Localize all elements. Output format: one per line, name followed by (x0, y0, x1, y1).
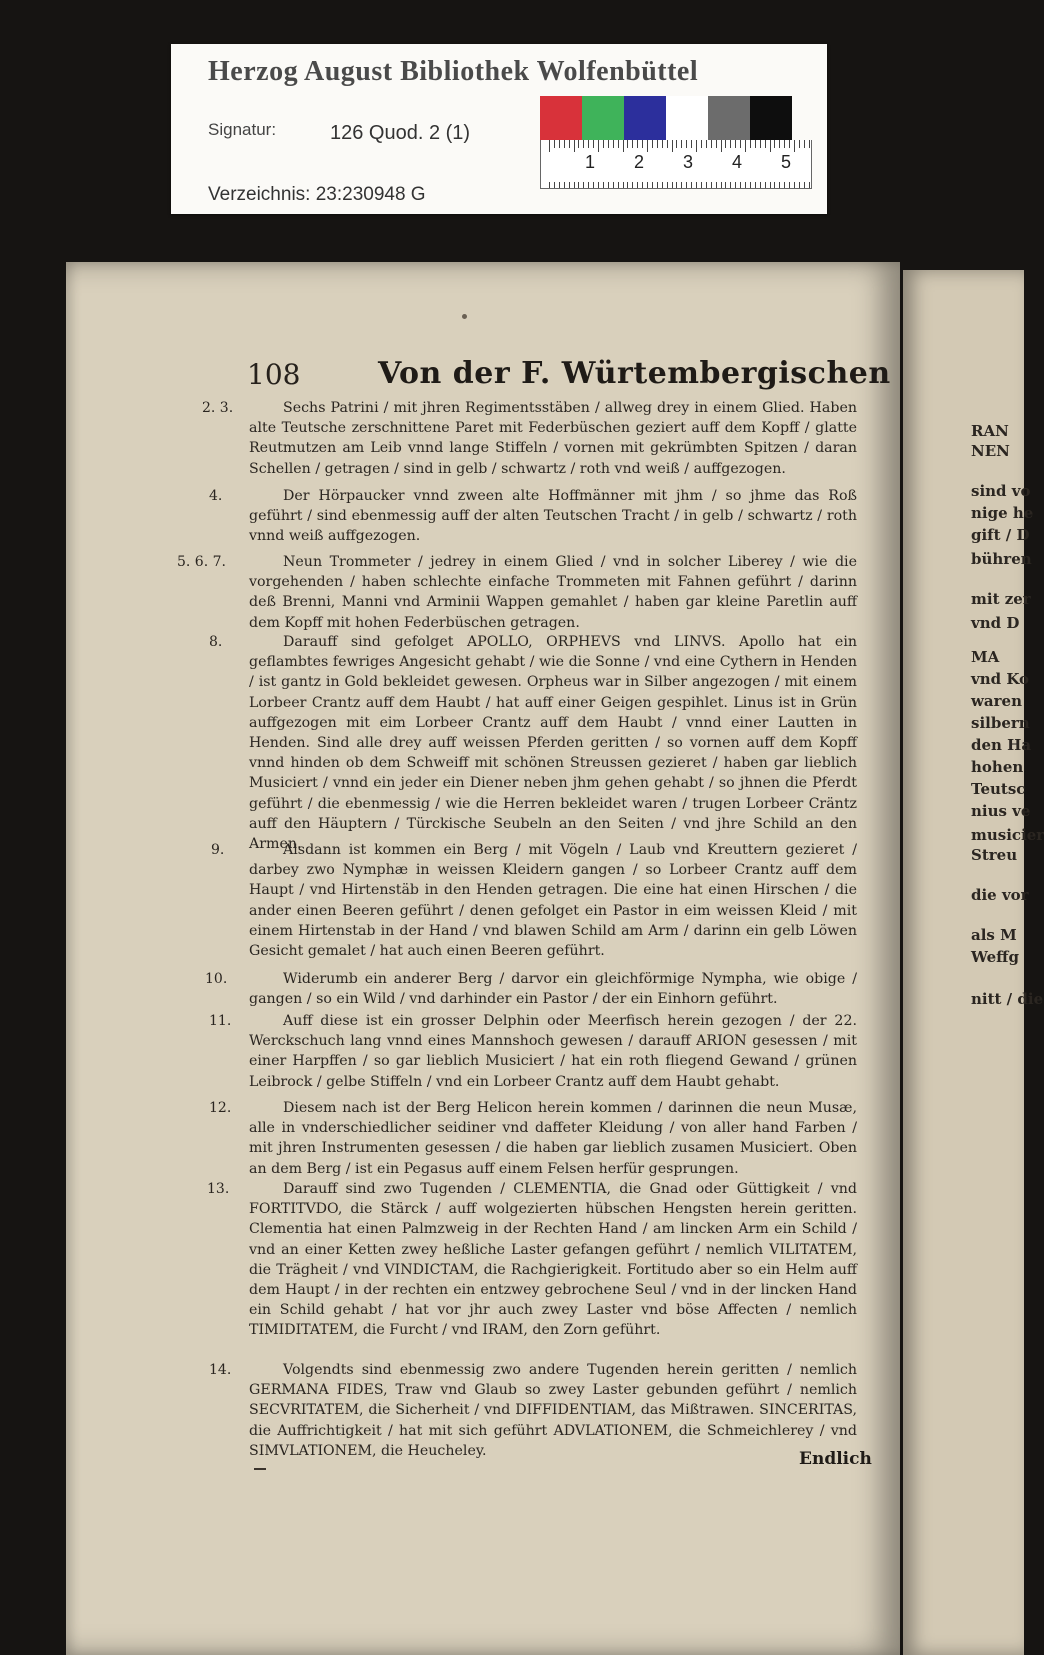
ruler-tick (760, 182, 761, 188)
ruler-tick (794, 140, 795, 152)
ruler-tick (696, 140, 697, 152)
ruler-tick (564, 182, 565, 188)
facing-page-fragment: Weffg (971, 948, 1019, 966)
entry (207, 1179, 857, 1355)
ruler-tick (578, 140, 579, 148)
entry-number: 2. 3. (202, 400, 234, 416)
ruler-tick (735, 140, 736, 148)
entry (209, 1098, 857, 1178)
ruler-tick (623, 140, 624, 152)
signatur-value: 126 Quod. 2 (1) (330, 122, 471, 144)
ruler-tick (706, 182, 707, 188)
ruler-tick (632, 140, 633, 148)
facing-page-fragment: hohen (971, 758, 1024, 776)
entry-text: Auff diese ist ein grosser Delphin oder Meerfisch herein gezogen / der 22. Werckschuch lang vnnd eines Mannshoch gewesen / darauff ARION gesessen / mit einer Harpffen / so gar lieblich Musiciert / hat ein roth fliegend Gewand / grünen Leibrock / gelbe Stiffeln / vnd ein Lorbeer Crantz auff dem Haubt gehabt. (249, 1013, 857, 1090)
facing-page-fragment: nitt / die (971, 990, 1044, 1008)
ruler-tick (740, 140, 741, 148)
ruler-tick (672, 182, 673, 188)
ruler-tick (598, 182, 599, 188)
facing-page-fragment: silbern (971, 714, 1030, 732)
facing-page-fragment: bühren (971, 550, 1032, 568)
ruler-number: 4 (732, 152, 743, 172)
ruler-tick (784, 182, 785, 188)
ruler-tick (784, 140, 785, 148)
ruler-tick (642, 140, 643, 148)
ruler-tick (725, 140, 726, 148)
ruler-tick (672, 140, 673, 152)
swatch-green (582, 96, 624, 140)
ruler-tick (613, 140, 614, 148)
facing-page (903, 270, 1044, 1655)
ruler-tick (574, 140, 575, 152)
facing-page-fragment: die vor (971, 886, 1029, 904)
swatch-black (750, 96, 792, 140)
ruler-tick (637, 140, 638, 148)
entry-number: 9. (211, 842, 225, 858)
ruler-tick (755, 182, 756, 188)
ruler-tick (789, 140, 790, 148)
entry-text: Volgendts sind ebenmessig zwo andere Tugenden herein geritten / nemlich GERMANA FIDES, Traw vnd Glaub so zwey Laster gebunden geführt / nemlich SECVRITATEM, die Sicherheit / vnd DIFFIDENTIAM, das Mißtrawen. SINCERITAS, die Auffrichtigkeit / hat mit sich geführt ADVLATIONEM, die Schmeichlerey / vnd SIMVLATIONEM, die Heucheley. (249, 1362, 857, 1459)
facing-page-fragment: RAN (971, 422, 1009, 440)
ruler-tick (750, 182, 751, 188)
signatur-label: Signatur: (208, 120, 277, 139)
library-name: Herzog August Bibliothek Wolfenbüttel (208, 56, 699, 87)
swatch-blue (624, 96, 666, 140)
facing-page-fragment: musicier (971, 826, 1044, 844)
entry-number: 10. (205, 971, 228, 987)
ruler-tick (588, 182, 589, 188)
ruler-tick (721, 182, 722, 188)
facing-page-fragment: sind vo (971, 482, 1031, 500)
ruler-tick (569, 140, 570, 148)
entry-number: 12. (209, 1100, 232, 1116)
ruler-tick (716, 140, 717, 148)
ruler-tick (804, 182, 805, 188)
ruler-tick (559, 182, 560, 188)
swatch-white (666, 96, 708, 140)
facing-page-fragment: NEN (971, 442, 1010, 460)
catchword: Endlich (799, 1449, 872, 1469)
ruler-tick (564, 140, 565, 148)
entry (202, 398, 857, 482)
entry-text: Sechs Patrini / mit jhren Regimentsstäben / allweg drey in einem Glied. Haben alte Teutsche zerschnittene Paret mit Federbüschen geziert auff dem Kopff / glatte Reutmutzen am Leib vnnd lange Stiffeln / vornen mit gekrümbten Spitzen / daran Schellen / getragen / sind in gelb / schwartz / roth vnd weiß / auffgezogen. (249, 400, 857, 477)
entry-text: Der Hörpaucker vnnd zween alte Hoffmänner mit jhm / so jhme das Roß geführt / sind ebenmessig auff der alten Teutschen Tracht / in gelb / schwartz / roth vnnd weiß auffgezogen. (249, 488, 857, 545)
ruler-tick (588, 140, 589, 148)
ruler-tick (603, 140, 604, 148)
entry-text: Darauff sind gefolget APOLLO, ORPHEVS vnd LINVS. Apollo hat ein geflambtes fewriges Angesicht gehabt / wie die Sonne / vnd eine Cythern in Henden / ist gantz in Gold bekleidet gewesen. Orpheus war in Silber angezogen / mit einem Lorbeer Crantz auff dem Haubt / hat auff einer Geigen gespihlet. Linus ist in Grün auffgezogen mit eim Lorbeer Crantz auff dem Haubt / vnnd einer Lautten in Henden. Sind alle drey auff weissen Pferden geritten / so vornen auff dem Kopff vnnd hinden ob dem Schweiff mit schönen Streussen gezieret / haben gar lieblich Musiciert / vnnd ein jeder ein Diener neben jhm gehen gehabt / so jhnen die Pferdt geführt / die ebenmessig / wie die Herren bekleidet waren / trugen Lorbeer Cräntz auff den Häuptern / Türckische Seubeln an den Seiten / vnd jhre Schild an den Armen. (249, 634, 857, 853)
ruler-tick (774, 182, 775, 188)
entry (209, 486, 857, 548)
entry-number: 4. (209, 488, 223, 504)
ruler-number: 5 (781, 152, 792, 172)
ruler-tick (608, 182, 609, 188)
ruler-tick (593, 140, 594, 148)
ruler-tick (652, 140, 653, 148)
ink-dot (462, 314, 467, 319)
ruler-tick (549, 140, 550, 152)
facing-page-fragment: Teutsc (971, 780, 1026, 798)
page-number: 108 (247, 358, 301, 391)
ruler-tick (583, 182, 584, 188)
ruler-tick (711, 140, 712, 148)
ruler-tick (706, 140, 707, 148)
ruler-tick (608, 140, 609, 148)
swatch-gray (708, 96, 750, 140)
ruler-tick (725, 182, 726, 188)
ruler-tick (554, 182, 555, 188)
ruler-tick (681, 182, 682, 188)
ruler-tick (779, 140, 780, 148)
entry (209, 632, 857, 853)
facing-page-fragment: vnd Ko (971, 670, 1030, 688)
ruler-tick (686, 140, 687, 148)
ruler-tick (559, 140, 560, 148)
ruler-tick (809, 182, 810, 188)
ruler-tick (662, 182, 663, 188)
ruler-tick (691, 140, 692, 148)
ruler-tick (799, 140, 800, 148)
ruler-tick (799, 182, 800, 188)
facing-page-fragment: waren (971, 692, 1022, 710)
facing-page-fragment: Streu (971, 846, 1018, 864)
facing-page-fragment: vnd D (971, 614, 1020, 632)
ruler-tick (667, 140, 668, 148)
entry-number: 11. (209, 1013, 232, 1029)
ruler-tick (637, 182, 638, 188)
ruler-tick (647, 182, 648, 188)
ruler-number: 1 (585, 152, 596, 172)
ruler-tick (774, 140, 775, 148)
ruler-tick (681, 140, 682, 148)
ruler-tick (716, 182, 717, 188)
ruler-tick (740, 182, 741, 188)
ruler-tick (770, 140, 771, 152)
ruler-tick (779, 182, 780, 188)
ruler-tick (760, 140, 761, 148)
ruler-tick (642, 182, 643, 188)
entry (205, 969, 857, 1009)
entry-text: Neun Trommeter / jedrey in einem Glied / vnd in solcher Liberey / wie die vorgehenden / haben schlechte einfache Trommeten mit Fahnen geführt / darinn deß Brenni, Manni vnd Arminii Wappen gemahlet / haben gar kleine Paretlin auff dem Kopff mit hohen Federbüschen getragen. (249, 554, 857, 631)
ruler-tick (627, 182, 628, 188)
ruler-tick (652, 182, 653, 188)
ruler-tick (755, 140, 756, 148)
entry (209, 1011, 857, 1096)
ruler-number: 3 (683, 152, 694, 172)
facing-page-fragment: als M (971, 926, 1017, 944)
ruler-tick (598, 140, 599, 152)
entry (209, 1360, 857, 1459)
ruler-tick (667, 182, 668, 188)
scale-ruler (540, 140, 812, 189)
ruler-number: 2 (634, 152, 645, 172)
ruler-tick (721, 140, 722, 152)
ruler-tick (657, 182, 658, 188)
ruler-tick (794, 182, 795, 188)
ruler-tick (676, 140, 677, 148)
ruler-tick (765, 140, 766, 148)
verzeichnis-text: Verzeichnis: 23:230948 G (208, 184, 426, 205)
ruler-tick (613, 182, 614, 188)
ruler-tick (603, 182, 604, 188)
ruler-tick (770, 182, 771, 188)
entry-number: 8. (209, 634, 223, 650)
ruler-tick (789, 182, 790, 188)
ruler-tick (578, 182, 579, 188)
entry-text: Alsdann ist kommen ein Berg / mit Vögeln / Laub vnd Kreuttern gezieret / darbey zwo Nymphæ in weissen Kleidern gangen / so Lorbeer Crantz auff dem Haupt / vnd Hirtenstäb in den Henden getragen. Die eine hat einen Hirschen / die ander einen Beeren geführt / denen gefolget ein Pastor in eim weissen Kleid / mit einem Hirtenstab in der Hand / vnd blawen Schild am Arm / darinn ein gelb Löwen Gesicht gemalet / hat auch einen Beeren geführt. (249, 842, 857, 960)
ruler-tick (662, 140, 663, 148)
ruler-tick (730, 182, 731, 188)
entry-number: 13. (207, 1181, 230, 1197)
margin-dash (254, 1468, 266, 1470)
ruler-tick (711, 182, 712, 188)
ruler-tick (686, 182, 687, 188)
entry (177, 552, 857, 631)
entry-text: Diesem nach ist der Berg Helicon herein kommen / darinnen die neun Musæ, alle in vnderschiedlicher seidiner vnd daffeter Kleidung / von aller hand Farben / mit jhren Instrumenten gesessen / die haben gar lieblich zusamen Musiciert. Oben an dem Berg / ist ein Pegasus auff einem Felsen herfür gesprungen. (249, 1100, 857, 1177)
ruler-tick (676, 182, 677, 188)
ruler-tick (745, 182, 746, 188)
facing-page-fragment: nige he (971, 504, 1034, 522)
ruler-tick (583, 140, 584, 148)
ruler-tick (691, 182, 692, 188)
ruler-tick (632, 182, 633, 188)
entry-text: Widerumb ein anderer Berg / darvor ein gleichförmige Nympha, wie obige / gangen / so ein Wild / vnd darhinder ein Pastor / der ein Einhorn geführt. (249, 971, 857, 1008)
ruler-tick (657, 140, 658, 148)
ruler-tick (735, 182, 736, 188)
facing-page-fragment: gift / D (971, 526, 1030, 544)
ruler-tick (618, 182, 619, 188)
ruler-tick (623, 182, 624, 188)
entry-number: 14. (209, 1362, 232, 1378)
ruler-tick (701, 182, 702, 188)
library-label-card (171, 44, 827, 214)
facing-page-fragment: den Ha (971, 736, 1032, 754)
ruler-tick (647, 140, 648, 152)
ruler-tick (750, 140, 751, 148)
running-head: Von der F. Würtembergischen (378, 356, 891, 391)
ruler-tick (554, 140, 555, 148)
ruler-tick (618, 140, 619, 148)
ruler-tick (730, 140, 731, 148)
ruler-tick (593, 182, 594, 188)
swatch-red (540, 96, 582, 140)
ruler-tick (569, 182, 570, 188)
ruler-tick (745, 140, 746, 152)
entry-text: Darauff sind zwo Tugenden / CLEMENTIA, die Gnad oder Güttigkeit / vnd FORTITVDO, die Stärck / auff wolgezierten hübschen Hengsten herein geritten. Clementia hat einen Palmzweig in der Rechten Hand / am lincken Arm ein Schild / vnd an einer Ketten zwey heßliche Laster gefangen geführt / nemlich VILITATEM, die Trägheit / vnd VINDICTAM, die Rachgierigkeit. Fortitudo aber so ein Helm auff dem Haupt / in der rechten ein entzwey gebrochene Seul / vnd in der lincken Hand ein Schild gehabt / hat vor jhr auch zwey Laster vnd böse Affecten / nemlich TIMIDITATEM, die Furcht / vnd IRAM, den Zorn geführt. (249, 1181, 857, 1339)
ruler-tick (809, 140, 810, 148)
facing-page-fragment: mit zer (971, 590, 1031, 608)
ruler-tick (804, 140, 805, 148)
ruler-tick (549, 182, 550, 188)
entry (211, 840, 857, 967)
ruler-tick (574, 182, 575, 188)
facing-page-fragment: nius ve (971, 802, 1031, 820)
ruler-tick (696, 182, 697, 188)
color-calibration-strip (540, 96, 792, 140)
ruler-tick (765, 182, 766, 188)
facing-page-fragment: MA (971, 648, 1000, 666)
ruler-tick (701, 140, 702, 148)
ruler-tick (627, 140, 628, 148)
entry-number: 5. 6. 7. (177, 554, 226, 570)
